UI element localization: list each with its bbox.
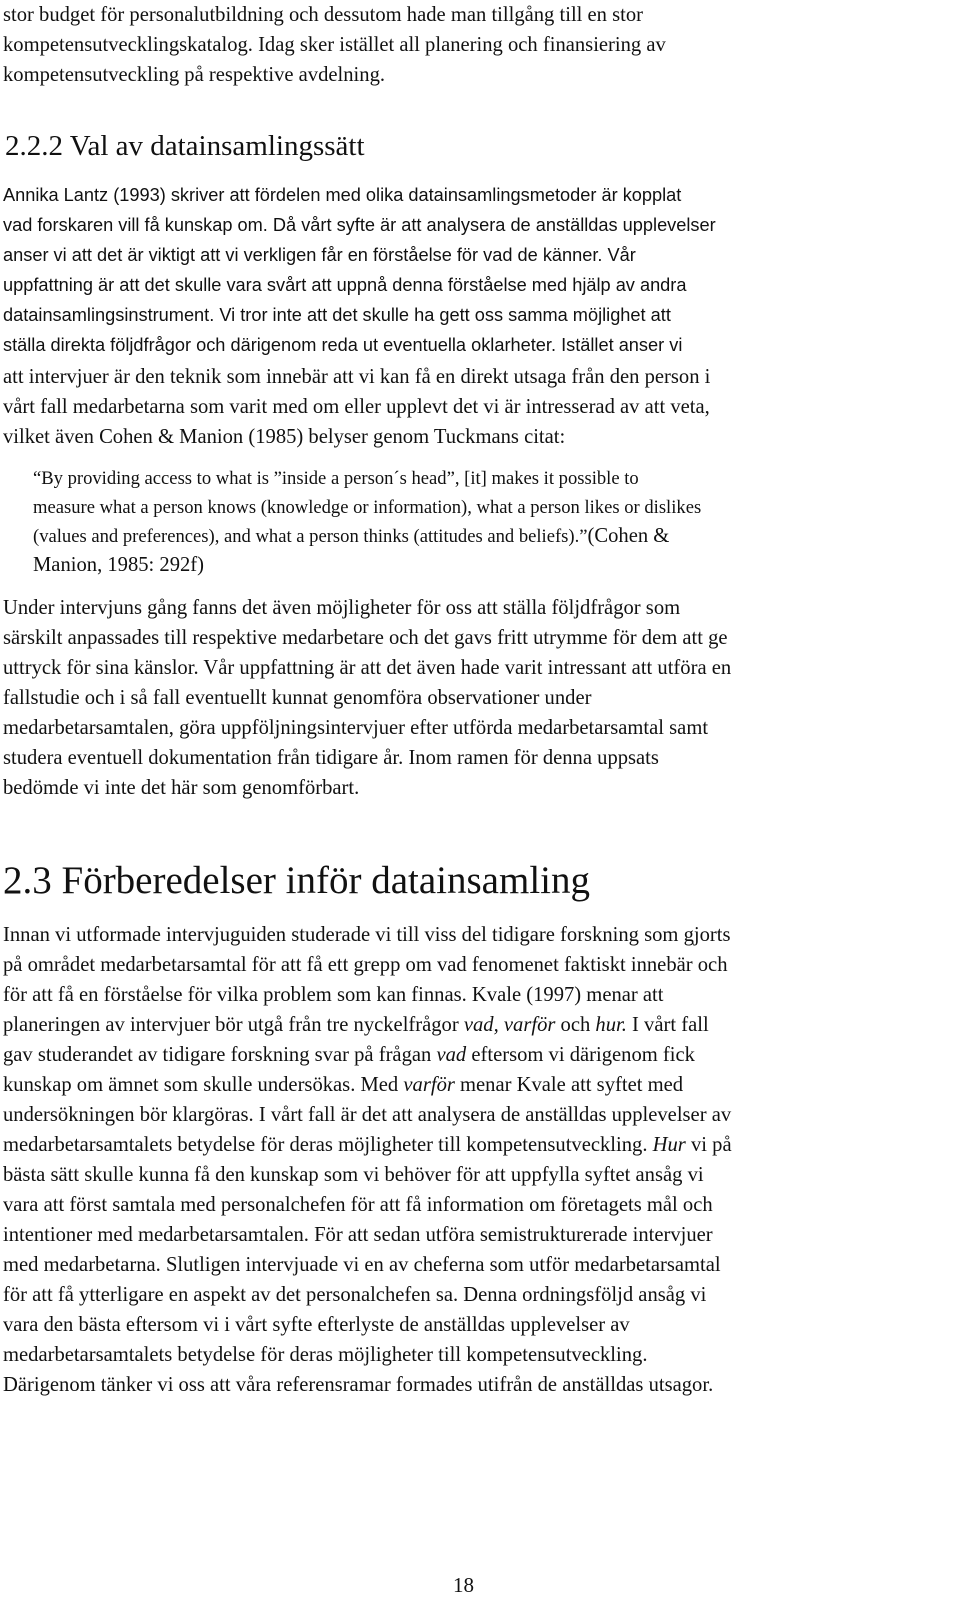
text-line: vad forskaren vill få kunskap om. Då vårt syfte är att analysera de anställdas upplevelser (3, 215, 716, 235)
quote-citation-continued: Manion, 1985: 292f) (33, 554, 205, 576)
text-run: medarbetarsamtalets betydelse för deras möjligheter till kompetensutveckling. (3, 1134, 653, 1156)
text-line: uttryck för sina känslor. Vår uppfattning är att det även hade varit intressant att utföra en (3, 657, 732, 679)
text-line: stor budget för personalutbildning och dessutom hade man tillgång till en stor (3, 4, 644, 26)
quote-citation: (Cohen & (587, 525, 670, 547)
paragraph-lantz (3, 180, 933, 360)
quote-text: (values and preferences), and what a person thinks (attitudes and beliefs).” (33, 526, 588, 547)
text-run: vi på (685, 1134, 732, 1156)
text-line: kompetensutvecklingskatalog. Idag sker istället all planering och finansiering av (3, 34, 666, 56)
text-line: vårt fall medarbetarna som varit med om eller upplevt det vi är intresserad av att veta, (3, 396, 710, 418)
text-run: Därigenom tänker vi oss att våra referensramar formades utifrån de anställdas utsagor. (3, 1374, 714, 1396)
text-line (3, 1040, 933, 1070)
block-quote (33, 464, 913, 580)
text-run: menar Kvale att syftet med (454, 1074, 684, 1096)
text-line: särskilt anpassades till respektive medarbetare och det gavs fritt utrymme för dem att ge (3, 627, 728, 649)
text-run: medarbetarsamtalets betydelse för deras möjligheter till kompetensutveckling. (3, 1344, 648, 1366)
text-line (3, 1070, 933, 1100)
paragraph-preparations (3, 920, 933, 1400)
text-line: datainsamlingsinstrument. Vi tror inte att det skulle ha gett oss samma möjlighet att (3, 305, 671, 325)
text-run: på området medarbetarsamtal för att få ett grepp om vad fenomenet faktiskt innebär och (3, 954, 728, 976)
text-line (3, 1100, 933, 1130)
text-line (3, 980, 933, 1010)
paragraph-follow-up (3, 593, 933, 803)
italic-term: varför (403, 1074, 455, 1096)
quote-line (33, 522, 913, 551)
text-run: för att få en förståelse för vilka problem som kan finnas. Kvale (1997) menar att (3, 984, 664, 1006)
text-run: vara att först samtala med personalchefen för att få information om företagets mål och (3, 1194, 713, 1216)
text-line (3, 1130, 933, 1160)
text-run: med medarbetarna. Slutligen intervjuade vi en av cheferna som utför medarbetarsamtal (3, 1254, 721, 1276)
italic-term: vad (436, 1044, 467, 1066)
text-line (3, 1010, 933, 1040)
text-run: och (555, 1014, 596, 1036)
text-line: vilket även Cohen & Manion (1985) belyser genom Tuckmans citat: (3, 426, 566, 448)
text-line: Under intervjuns gång fanns det även möjligheter för oss att ställa följdfrågor som (3, 597, 681, 619)
intro-paragraph (3, 0, 933, 90)
text-run: eftersom vi därigenom fick (466, 1044, 695, 1066)
text-line: fallstudie och i så fall eventuellt kunnat genomföra observationer under (3, 687, 592, 709)
text-run: I vårt fall (626, 1014, 709, 1036)
italic-term: Hur (652, 1134, 686, 1156)
text-line: ställa direkta följdfrågor och därigenom reda ut eventuella oklarheter. Istället anser vi (3, 335, 683, 355)
text-line: medarbetarsamtalen, göra uppföljningsintervjuer efter utförda medarbetarsamtal samt (3, 717, 709, 739)
italic-term: vad, varför (463, 1014, 556, 1036)
text-line (3, 1220, 933, 1250)
text-line: studera eventuell dokumentation från tidigare år. Inom ramen för denna uppsats (3, 747, 659, 769)
page-number: 18 (453, 1573, 474, 1597)
paragraph-interview-technique (3, 362, 933, 452)
text-run: Innan vi utformade intervjuguiden studerade vi till viss del tidigare forskning som gjorts (3, 924, 731, 946)
section-heading-2-2-2: 2.2.2 Val av datainsamlingssätt (5, 130, 365, 162)
text-line (3, 1160, 933, 1190)
text-run: för att få ytterligare en aspekt av det personalchefen sa. Denna ordningsföljd ansåg vi (3, 1284, 707, 1306)
text-run: kunskap om ämnet som skulle undersökas. Med (3, 1074, 404, 1096)
text-run: bästa sätt skulle kunna få den kunskap som vi behöver för att uppfylla syftet ansåg vi (3, 1164, 704, 1186)
text-run: planeringen av intervjuer bör utgå från tre nyckelfrågor (3, 1014, 464, 1036)
text-line (3, 1280, 933, 1310)
text-line: bedömde vi inte det här som genomförbart. (3, 777, 360, 799)
text-line (3, 1340, 933, 1370)
text-run: vara den bästa eftersom vi i vårt syfte efterlyste de anställdas upplevelser av (3, 1314, 630, 1336)
quote-line: “By providing access to what is ”inside a person´s head”, [it] makes it possible to (33, 468, 639, 489)
text-line: anser vi att det är viktigt att vi verkligen får en förståelse för vad de känner. Vår (3, 245, 636, 265)
section-heading-2-3: 2.3 Förberedelser inför datainsamling (3, 859, 590, 902)
text-line (3, 920, 933, 950)
text-line (3, 1310, 933, 1340)
text-line (3, 1250, 933, 1280)
quote-line: measure what a person knows (knowledge or information), what a person likes or dislikes (33, 497, 702, 518)
text-run: gav studerandet av tidigare forskning svar på frågan (3, 1044, 437, 1066)
text-line (3, 1370, 933, 1400)
italic-term: hur. (595, 1014, 627, 1036)
text-line (3, 950, 933, 980)
text-line: uppfattning är att det skulle vara svårt att uppnå denna förståelse med hjälp av andra (3, 275, 687, 295)
text-line: Annika Lantz (1993) skriver att fördelen med olika datainsamlingsmetoder är kopplat (3, 185, 682, 205)
text-run: intentioner med medarbetarsamtalen. För att sedan utföra semistrukturerade intervjuer (3, 1224, 713, 1246)
text-line (3, 1190, 933, 1220)
text-line: att intervjuer är den teknik som innebär att vi kan få en direkt utsaga från den person i (3, 366, 711, 388)
text-run: undersökningen bör klargöras. I vårt fall är det att analysera de anställdas upplevelser av (3, 1104, 732, 1126)
text-line: kompetensutveckling på respektive avdelning. (3, 64, 386, 86)
